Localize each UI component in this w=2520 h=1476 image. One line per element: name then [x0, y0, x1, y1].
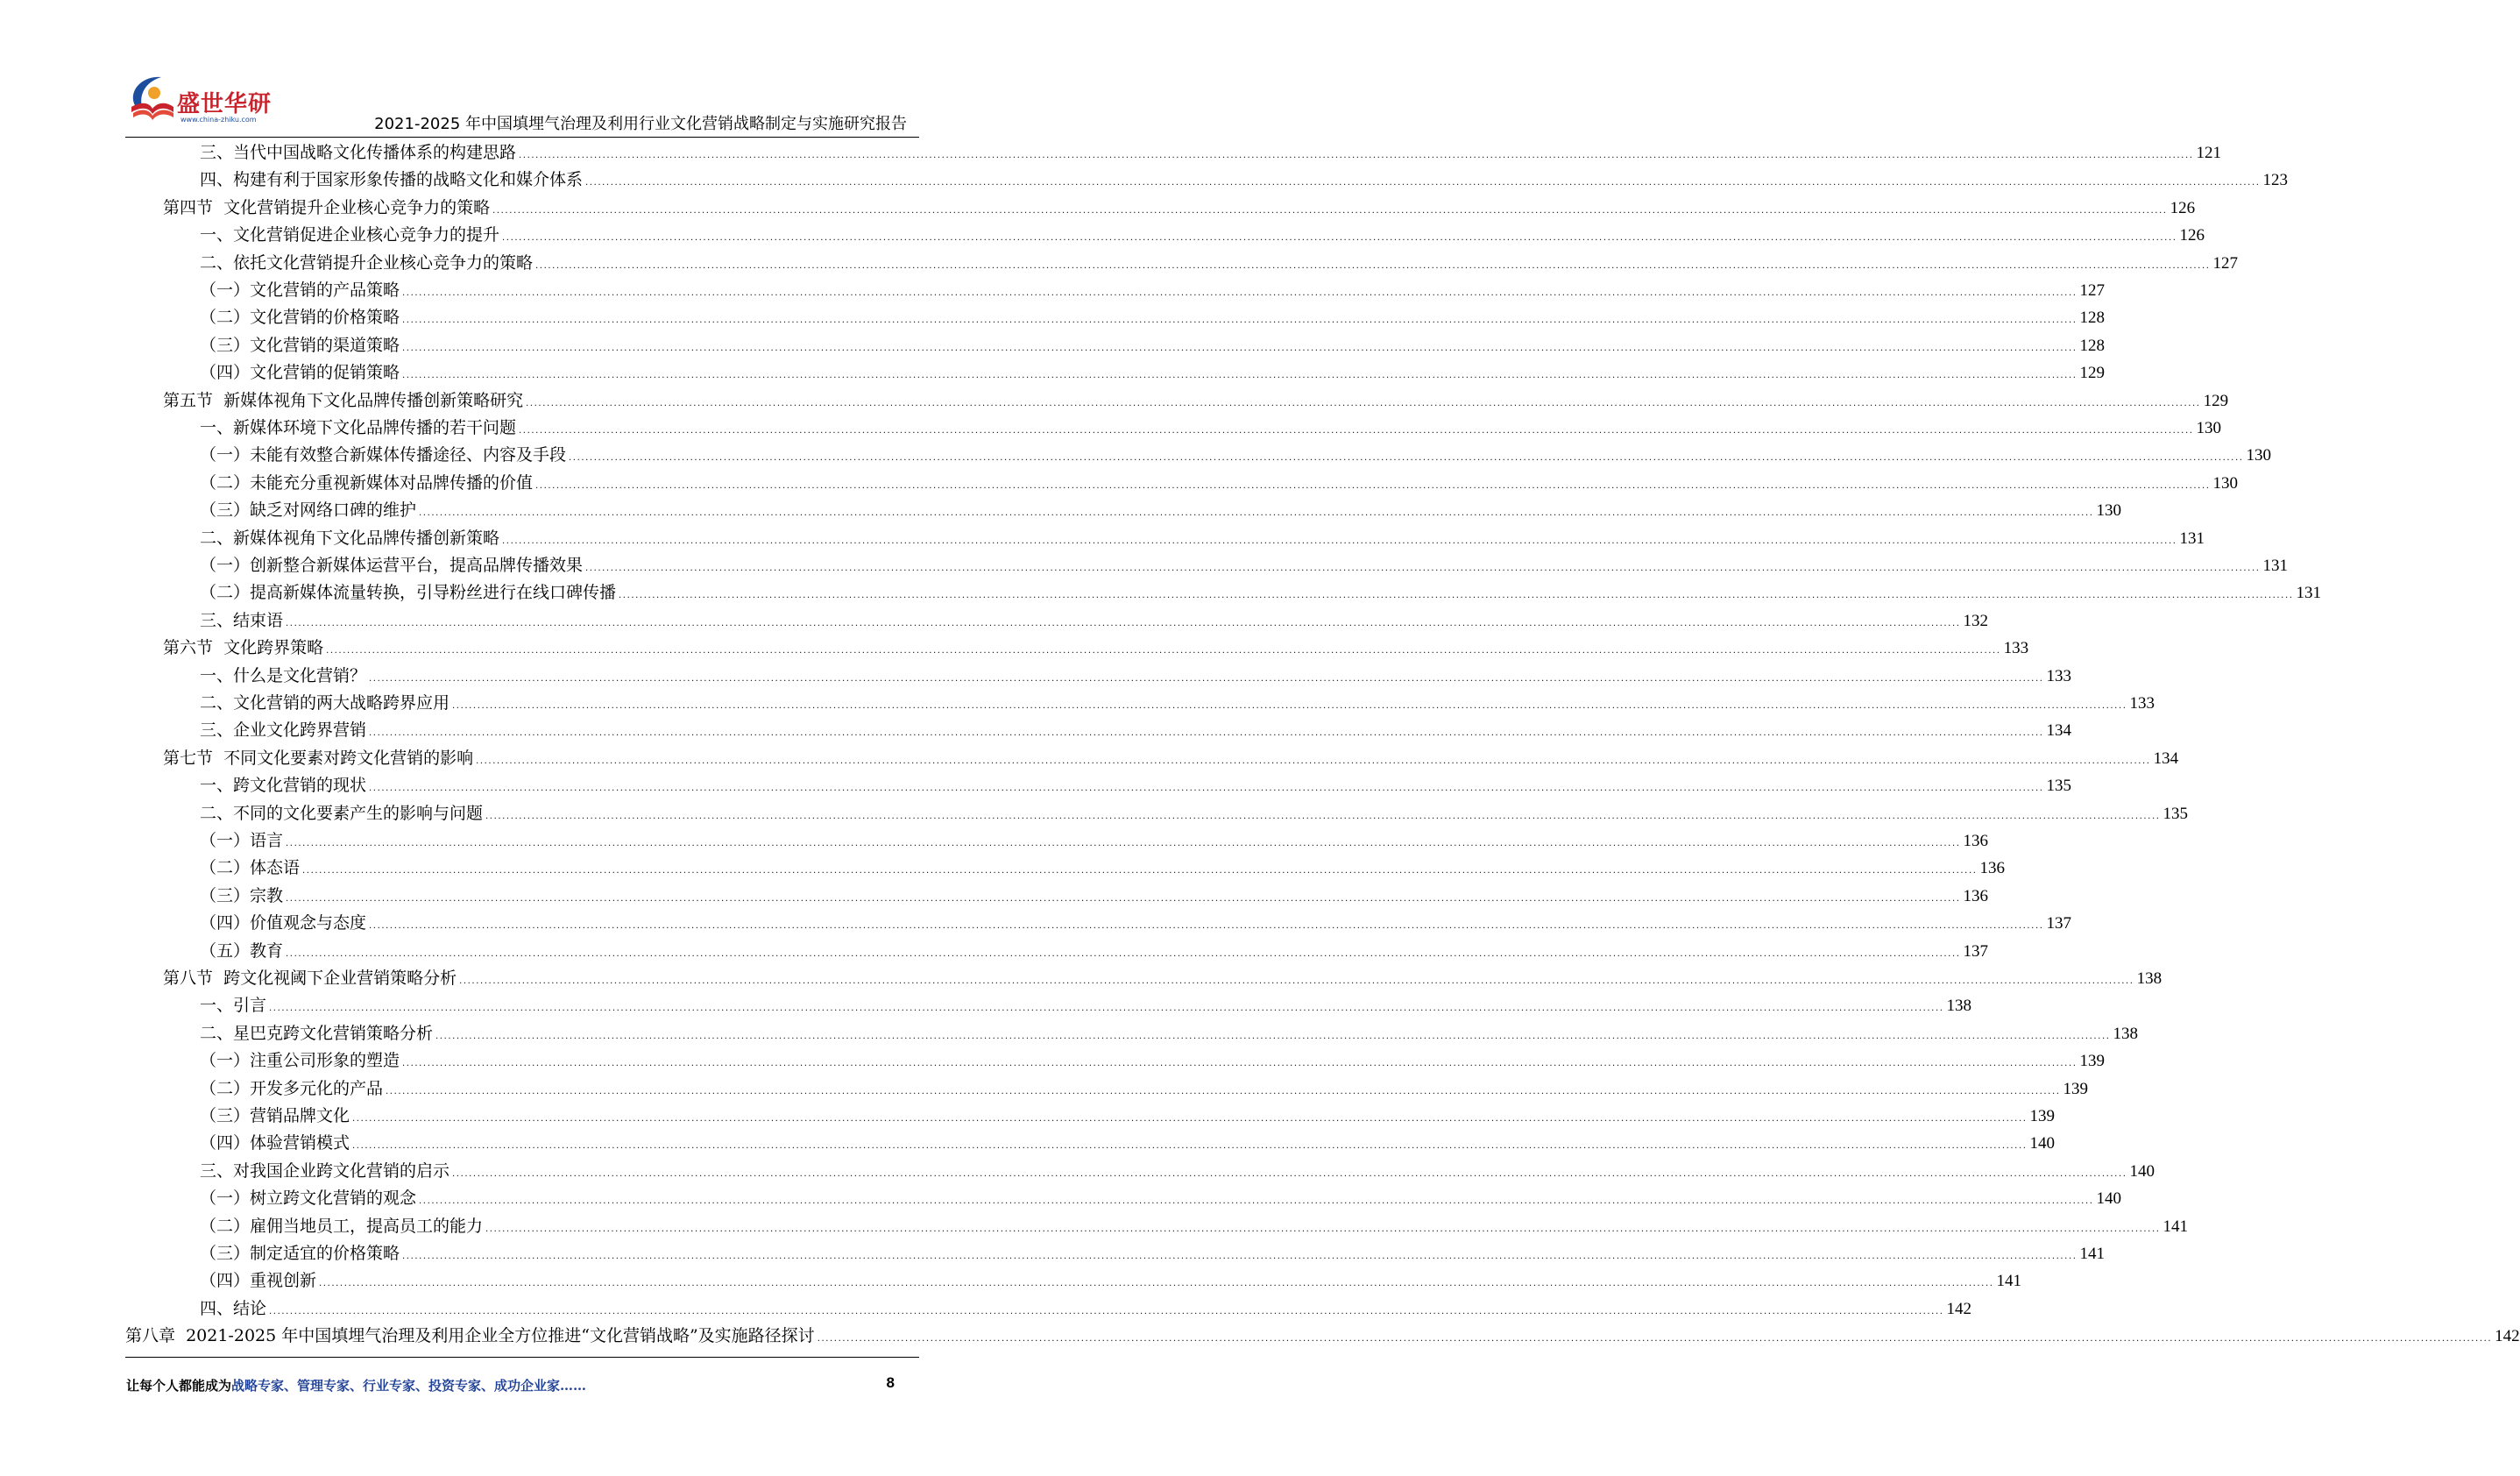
toc-entry[interactable]	[200, 1185, 2121, 1212]
toc-entry-page: 130	[2196, 419, 2221, 437]
toc-entry-page: 129	[2079, 364, 2105, 382]
toc-dot-leader: ................................................................................................................................................................................................................................................................................................................................................................................................................	[492, 206, 2168, 216]
toc-entry-title: 第八章 2021-2025 年中国填埋气治理及利用企业全方位推进“文化营销战略”及实施路径探讨	[125, 1326, 815, 1345]
toc-entry-title: （三）制定适宜的价格策略	[200, 1244, 400, 1263]
toc-entry-title: （二）体态语	[200, 858, 301, 877]
toc-entry-page: 134	[2153, 749, 2179, 768]
toc-entry[interactable]	[200, 250, 2238, 277]
toc-entry[interactable]	[200, 1240, 2105, 1267]
toc-entry[interactable]	[200, 442, 2271, 469]
toc-entry-title: 二、文化营销的两大战略跨界应用	[200, 693, 450, 713]
toc-entry[interactable]	[200, 552, 2288, 579]
toc-entry-title: （四）价值观念与态度	[200, 913, 367, 933]
toc-dot-leader: ................................................................................................................................................................................................................................................................................................................................................................................................................	[286, 619, 1961, 628]
toc-dot-leader: ................................................................................................................................................................................................................................................................................................................................................................................................................	[502, 536, 2177, 546]
toc-entry-title: 二、星巴克跨文化营销策略分析	[200, 1024, 434, 1043]
toc-entry-page: 142	[2495, 1327, 2520, 1345]
toc-entry-title: 一、什么是文化营销？	[200, 666, 367, 685]
toc-dot-leader: ................................................................................................................................................................................................................................................................................................................................................................................................................	[326, 646, 2001, 656]
toc-dot-leader: ................................................................................................................................................................................................................................................................................................................................................................................................................	[352, 1114, 2028, 1124]
toc-entry-title: 第六节 文化跨界策略	[163, 638, 324, 657]
toc-dot-leader: ................................................................................................................................................................................................................................................................................................................................................................................................................	[585, 178, 2261, 188]
toc-dot-leader: ................................................................................................................................................................................................................................................................................................................................................................................................................	[286, 894, 1961, 904]
toc-entry-title: 一、文化营销促进企业核心竞争力的提升	[200, 225, 500, 245]
toc-entry[interactable]	[200, 579, 2321, 607]
toc-entry-title: （二）提高新媒体流量转换，引导粉丝进行在线口碑传播	[200, 583, 617, 602]
toc-dot-leader: ................................................................................................................................................................................................................................................................................................................................................................................................................	[619, 591, 2294, 600]
toc-entry-page: 137	[1963, 942, 1988, 961]
toc-entry-page: 136	[1979, 859, 2005, 877]
toc-entry-title: （三）宗教	[200, 886, 284, 905]
toc-entry-page: 133	[2129, 694, 2155, 713]
toc-entry[interactable]	[163, 195, 2196, 222]
toc-dot-leader: ................................................................................................................................................................................................................................................................................................................................................................................................................	[485, 812, 2161, 821]
toc-entry-title: （二）雇佣当地员工，提高员工的能力	[200, 1217, 484, 1236]
toc-entry-page: 131	[2296, 584, 2321, 602]
toc-entry-title: 四、构建有利于国家形象传播的战略文化和媒介体系	[200, 170, 584, 189]
toc-entry-page: 137	[2046, 914, 2071, 933]
toc-entry-page: 139	[2079, 1052, 2105, 1070]
toc-entry-title: （一）树立跨文化营销的观念	[200, 1189, 417, 1208]
toc-entry[interactable]	[200, 1103, 2055, 1130]
toc-dot-leader: ................................................................................................................................................................................................................................................................................................................................................................................................................	[386, 1087, 2061, 1096]
toc-entry-title: （四）文化营销的促销策略	[200, 363, 400, 382]
toc-entry-page: 135	[2163, 805, 2188, 823]
toc-entry-page: 130	[2212, 474, 2238, 493]
toc-entry-title: 二、依托文化营销提升企业核心竞争力的策略	[200, 253, 534, 273]
toc-entry-page: 121	[2196, 144, 2221, 162]
toc-entry-page: 127	[2079, 281, 2105, 300]
toc-entry-title: （一）创新整合新媒体运营平台，提高品牌传播效果	[200, 556, 584, 575]
toc-entry-page: 136	[1963, 887, 1988, 905]
toc-entry[interactable]	[200, 277, 2105, 304]
toc-entry-page: 140	[2129, 1162, 2155, 1181]
toc-entry[interactable]	[200, 690, 2155, 717]
toc-entry-title: （三）缺乏对网络口碑的维护	[200, 500, 417, 520]
toc-entry-page: 138	[1946, 997, 1971, 1015]
toc-entry[interactable]	[200, 139, 2221, 167]
toc-entry-page: 131	[2179, 529, 2205, 548]
toc-entry-title: 一、跨文化营销的现状	[200, 776, 367, 795]
toc-entry-page: 142	[1946, 1300, 1971, 1318]
toc-dot-leader: ................................................................................................................................................................................................................................................................................................................................................................................................................	[402, 344, 2078, 353]
toc-dot-leader: ................................................................................................................................................................................................................................................................................................................................................................................................................	[269, 1307, 1944, 1316]
toc-entry[interactable]	[163, 387, 2229, 415]
toc-entry[interactable]	[163, 635, 2029, 662]
toc-entry[interactable]	[200, 1213, 2188, 1240]
toc-dot-leader: ................................................................................................................................................................................................................................................................................................................................................................................................................	[369, 674, 2044, 684]
toc-entry-title: 第七节 不同文化要素对跨文化营销的影响	[163, 749, 474, 768]
toc-entry-page: 141	[2163, 1217, 2188, 1236]
toc-entry-title: 三、结束语	[200, 611, 284, 630]
toc-entry[interactable]	[200, 910, 2071, 937]
toc-entry-page: 139	[2063, 1080, 2088, 1098]
report-title: 2021-2025 年中国填埋气治理及利用行业文化营销战略制定与实施研究报告	[374, 115, 907, 133]
toc-dot-leader: ................................................................................................................................................................................................................................................................................................................................................................................................................	[502, 233, 2177, 243]
footer-slogan	[126, 1376, 586, 1394]
toc-entry[interactable]	[200, 525, 2205, 552]
page-number: 8	[886, 1374, 895, 1391]
toc-dot-leader: ................................................................................................................................................................................................................................................................................................................................................................................................................	[319, 1279, 1994, 1288]
toc-entry[interactable]	[200, 1130, 2055, 1157]
toc-entry-page: 123	[2262, 171, 2288, 189]
toc-dot-leader: ................................................................................................................................................................................................................................................................................................................................................................................................................	[526, 399, 2201, 408]
toc-entry-page: 126	[2179, 226, 2205, 245]
toc-entry[interactable]	[200, 1267, 2021, 1295]
toc-dot-leader: ................................................................................................................................................................................................................................................................................................................................................................................................................	[402, 1059, 2078, 1068]
toc-dot-leader: ................................................................................................................................................................................................................................................................................................................................................................................................................	[369, 784, 2044, 793]
logo-url: www.china-zhiku.com	[181, 116, 257, 124]
footer-divider	[125, 1357, 919, 1358]
toc-entry[interactable]	[200, 304, 2105, 331]
toc-entry-title: （三）文化营销的渠道策略	[200, 336, 400, 355]
toc-dot-leader: ................................................................................................................................................................................................................................................................................................................................................................................................................	[402, 316, 2078, 325]
toc-entry-page: 130	[2096, 501, 2121, 520]
toc-entry-page: 126	[2170, 199, 2196, 217]
toc-dot-leader: ................................................................................................................................................................................................................................................................................................................................................................................................................	[402, 371, 2078, 380]
toc-dot-leader: ................................................................................................................................................................................................................................................................................................................................................................................................................	[369, 728, 2044, 738]
toc-entry-title: （二）文化营销的价格策略	[200, 308, 400, 327]
toc-entry[interactable]	[200, 992, 1971, 1019]
toc-dot-leader: ................................................................................................................................................................................................................................................................................................................................................................................................................	[286, 949, 1961, 959]
toc-entry[interactable]	[200, 883, 1988, 910]
toc-entry[interactable]	[200, 222, 2205, 249]
toc-dot-leader: ................................................................................................................................................................................................................................................................................................................................................................................................................	[419, 508, 2094, 518]
company-logo	[123, 72, 272, 133]
toc-entry[interactable]	[200, 415, 2221, 442]
toc-dot-leader: ................................................................................................................................................................................................................................................................................................................................................................................................................	[452, 1169, 2127, 1179]
toc-entry-page: 134	[2046, 721, 2071, 740]
toc-dot-leader: ................................................................................................................................................................................................................................................................................................................................................................................................................	[585, 564, 2261, 573]
toc-entry-page: 133	[2046, 667, 2071, 685]
toc-entry-title: 三、对我国企业跨文化营销的启示	[200, 1161, 450, 1181]
toc-entry[interactable]	[200, 167, 2288, 194]
toc-dot-leader: ................................................................................................................................................................................................................................................................................................................................................................................................................	[569, 453, 2244, 463]
toc-dot-leader: ................................................................................................................................................................................................................................................................................................................................................................................................................	[302, 866, 1978, 876]
toc-entry[interactable]	[200, 938, 1988, 965]
toc-entry[interactable]	[200, 800, 2188, 827]
toc-dot-leader: ................................................................................................................................................................................................................................................................................................................................................................................................................	[519, 151, 2194, 160]
toc-entry-title: 一、引言	[200, 996, 267, 1015]
toc-entry[interactable]	[200, 497, 2121, 524]
toc-dot-leader: ................................................................................................................................................................................................................................................................................................................................................................................................................	[402, 1252, 2078, 1261]
toc-entry-page: 128	[2079, 337, 2105, 355]
toc-entry[interactable]	[163, 965, 2163, 992]
toc-dot-leader: ................................................................................................................................................................................................................................................................................................................................................................................................................	[269, 1004, 1944, 1013]
toc-dot-leader: ................................................................................................................................................................................................................................................................................................................................................................................................................	[419, 1196, 2094, 1206]
toc-entry[interactable]	[200, 855, 2005, 882]
toc-entry-title: （四）重视创新	[200, 1271, 317, 1290]
toc-entry-title: 第八节 跨文化视阈下企业营销策略分析	[163, 969, 457, 988]
toc-entry-page: 138	[2136, 969, 2163, 988]
toc-entry-title: （一）文化营销的产品策略	[200, 280, 400, 300]
toc-entry[interactable]	[200, 827, 1988, 855]
toc-entry-title: 三、当代中国战略文化传播体系的构建思路	[200, 143, 517, 162]
toc-entry[interactable]	[200, 332, 2105, 359]
toc-dot-leader: ................................................................................................................................................................................................................................................................................................................................................................................................................	[519, 426, 2194, 436]
toc-dot-leader: ................................................................................................................................................................................................................................................................................................................................................................................................................	[476, 756, 2151, 766]
toc-dot-leader: ................................................................................................................................................................................................................................................................................................................................................................................................................	[402, 288, 2078, 298]
toc-entry-page: 127	[2212, 254, 2238, 273]
toc-entry-title: （二）开发多元化的产品	[200, 1079, 384, 1098]
toc-entry[interactable]	[125, 1323, 2520, 1350]
toc-entry-title: （五）教育	[200, 941, 284, 961]
toc-entry-page: 128	[2079, 309, 2105, 327]
toc-entry-page: 141	[2079, 1245, 2105, 1263]
toc-entry-title: 四、结论	[200, 1299, 267, 1318]
toc-entry-page: 138	[2113, 1025, 2138, 1043]
toc-entry[interactable]	[200, 663, 2071, 690]
toc-dot-leader: ................................................................................................................................................................................................................................................................................................................................................................................................................	[535, 261, 2211, 271]
toc-entry-page: 139	[2029, 1107, 2055, 1125]
toc-dot-leader: ................................................................................................................................................................................................................................................................................................................................................................................................................	[352, 1141, 2028, 1151]
toc-entry-title: 第五节 新媒体视角下文化品牌传播创新策略研究	[163, 391, 524, 410]
footer-slogan-lead: 让每个人都能成为	[126, 1378, 232, 1394]
toc-entry[interactable]	[163, 745, 2179, 772]
toc-dot-leader: ................................................................................................................................................................................................................................................................................................................................................................................................................	[459, 976, 2134, 986]
toc-entry-page: 131	[2262, 557, 2288, 575]
logo-book-emblem	[123, 72, 177, 126]
toc-dot-leader: ................................................................................................................................................................................................................................................................................................................................................................................................................	[485, 1224, 2161, 1234]
toc-dot-leader: ................................................................................................................................................................................................................................................................................................................................................................................................................	[286, 839, 1961, 848]
toc-entry[interactable]	[200, 607, 1988, 635]
toc-entry[interactable]	[200, 1020, 2138, 1047]
toc-entry-page: 140	[2096, 1189, 2121, 1208]
toc-entry-title: 二、不同的文化要素产生的影响与问题	[200, 804, 484, 823]
toc-entry-page: 132	[1963, 612, 1988, 630]
toc-entry-page: 130	[2246, 446, 2271, 465]
toc-dot-leader: ................................................................................................................................................................................................................................................................................................................................................................................................................	[452, 701, 2127, 711]
toc-entry-title: （一）注重公司形象的塑造	[200, 1051, 400, 1070]
toc-entry[interactable]	[200, 1158, 2155, 1185]
toc-entry-title: （一）语言	[200, 831, 284, 850]
toc-entry[interactable]	[200, 717, 2071, 744]
header-divider	[125, 137, 919, 138]
toc-entry[interactable]	[200, 470, 2238, 497]
toc-dot-leader: ................................................................................................................................................................................................................................................................................................................................................................................................................	[817, 1334, 2493, 1344]
toc-entry-page: 141	[1996, 1272, 2021, 1290]
toc-entry-title: （四）体验营销模式	[200, 1133, 350, 1153]
toc-entry[interactable]	[200, 1047, 2105, 1075]
toc-entry-title: 二、新媒体视角下文化品牌传播创新策略	[200, 529, 500, 548]
toc-entry[interactable]	[200, 772, 2071, 799]
footer-slogan-roles: 战略专家、管理专家、行业专家、投资专家、成功企业家……	[231, 1378, 587, 1394]
toc-entry-page: 133	[2003, 639, 2029, 657]
logo-name: 盛世华研	[177, 91, 273, 117]
toc-entry-page: 135	[2046, 777, 2071, 795]
toc-entry-title: （二）未能充分重视新媒体对品牌传播的价值	[200, 473, 534, 493]
toc-entry-title: 一、新媒体环境下文化品牌传播的若干问题	[200, 418, 517, 437]
toc-dot-leader: ................................................................................................................................................................................................................................................................................................................................................................................................................	[369, 921, 2044, 931]
toc-entry-page: 140	[2029, 1134, 2055, 1153]
toc-entry[interactable]	[200, 1295, 1971, 1323]
toc-dot-leader: ................................................................................................................................................................................................................................................................................................................................................................................................................	[535, 481, 2211, 491]
toc-entry-title: 三、企业文化跨界营销	[200, 720, 367, 740]
toc-entry-page: 129	[2203, 392, 2229, 410]
toc-entry-title: （三）营销品牌文化	[200, 1106, 350, 1125]
toc-dot-leader: ................................................................................................................................................................................................................................................................................................................................................................................................................	[435, 1032, 2111, 1041]
toc-entry[interactable]	[200, 1075, 2088, 1103]
toc-entry-title: （一）未能有效整合新媒体传播途径、内容及手段	[200, 445, 567, 465]
toc-entry-page: 136	[1963, 832, 1988, 850]
toc-entry-title: 第四节 文化营销提升企业核心竞争力的策略	[163, 198, 491, 217]
toc-entry[interactable]	[200, 359, 2105, 387]
